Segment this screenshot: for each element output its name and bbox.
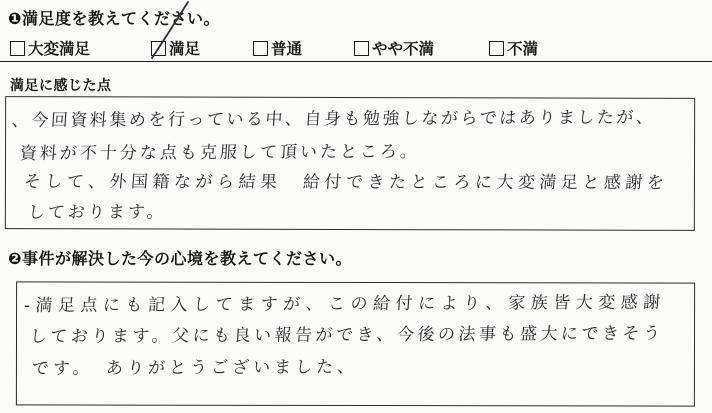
option-dissatisfied-label: 不満: [507, 40, 539, 58]
option-satisfied[interactable]: [151, 37, 200, 59]
checkbox-very-satisfied-icon[interactable]: [10, 41, 25, 56]
handwritten-line: しております。父にも良い報告ができ、今後の法事も盛大にできそう: [29, 323, 665, 347]
section-divider: [0, 61, 712, 62]
option-dissatisfied[interactable]: [489, 37, 538, 59]
option-somewhat-dissatisfied[interactable]: [354, 37, 434, 59]
option-very-satisfied-label: 大変満足: [28, 40, 91, 58]
handwritten-line: しております。: [27, 202, 168, 223]
option-neutral-label: 普通: [271, 40, 303, 58]
option-satisfied-label: 満足: [169, 40, 201, 58]
handwritten-line: です。 ありがとうございました、: [31, 357, 359, 379]
checkbox-neutral-icon[interactable]: [253, 41, 268, 56]
question-1-title: ❶満足度を教えてください。: [8, 9, 221, 28]
handwritten-line: 、今回資料集めを行っている中、自身も勉強しながらではありましたが、: [11, 107, 657, 131]
satisfaction-points-label: 満足に感じた点: [10, 78, 112, 94]
handwritten-line: そして、外国籍ながら結果 給付できたところに大変満足と感謝を: [23, 172, 670, 194]
question-2-title: ❷事件が解決した今の心境を教えてください。: [8, 249, 353, 268]
handwritten-line: 資料が不十分な点も克服して頂いたところ。: [19, 141, 421, 164]
option-very-satisfied[interactable]: [10, 37, 90, 59]
handwritten-line: -満足点にも記入してますが、この給付により、家族皆大変感謝: [23, 292, 667, 316]
option-somewhat-dissatisfied-label: やや不満: [372, 40, 435, 58]
checkbox-satisfied-icon[interactable]: [151, 41, 166, 56]
option-neutral[interactable]: [253, 37, 302, 59]
checkbox-dissatisfied-icon[interactable]: [489, 41, 504, 56]
checkbox-somewhat-dissatisfied-icon[interactable]: [354, 41, 369, 56]
